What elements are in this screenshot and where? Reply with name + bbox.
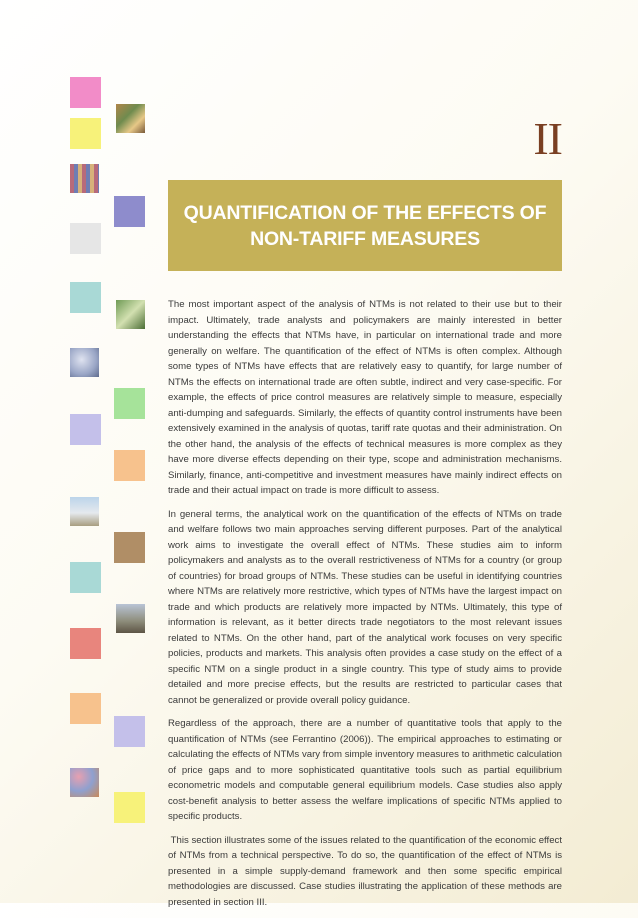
chapter-title-line-1: QUANTIFICATION OF THE EFFECTS OF xyxy=(183,201,547,224)
chapter-title-line-2: NON-TARIFF MEASURES xyxy=(250,227,480,250)
decor-square-yellow-2 xyxy=(114,792,145,823)
paragraph-3: Regardless of the approach, there are a number of quantitative tools that apply to the quantification of NTMs (see Ferrantino (2006)). The empirical approaches to estimating or calculating the effects of NTMs vary from simple inventory measures to arithmetic calculation of price gaps and to more sophisticated quantitative tools such as partial equilibrium econometric models and computable general equilibrium models. Case studies also apply cost-benefit analysis to better assess the welfare implications of specific NTMs applied to specific products. xyxy=(168,718,562,822)
chapter-number: II xyxy=(533,113,562,164)
decor-square-orange xyxy=(114,450,145,481)
decor-photo-food xyxy=(116,104,145,133)
decor-square-yellow xyxy=(70,118,101,149)
decor-square-lavender xyxy=(70,414,101,445)
chapter-title-box xyxy=(168,180,562,271)
decor-square-gray xyxy=(70,223,101,254)
body-text xyxy=(168,297,562,918)
decor-square-violet xyxy=(114,196,145,227)
decor-square-teal xyxy=(70,282,101,313)
decor-photo-sky xyxy=(70,497,99,526)
decor-photo-plant xyxy=(116,300,145,329)
decor-square-peach xyxy=(70,693,101,724)
decor-photo-town xyxy=(116,604,145,633)
decor-square-lavender-2 xyxy=(114,716,145,747)
paragraph-2: In general terms, the analytical work on the quantification of the effects of NTMs on trade and welfare follows two main approaches serving different purposes. Part of the analytical work aims to investigate the overall effect of NTMs. These studies aim to inform policymakers and analysts as to the overall restrictiveness of NTMs for a country (or group of countries) for broad groups of NTMs. These studies can be useful in identifying countries where NTMs are relatively more restrictive, which types of NTMs have the largest impact on trade and which products are relatively more impacted by NTMs. Ultimately, this type of information is relevant, as it better directs trade negotiators to the most relevant issues related to NTMs. On the other hand, part of the analytical work focuses on very specific policies, products and markets. This analysis often provides a case study on the effect of a specific NTM on a single product in a single country. This type of study aims to provide detailed and more precise effects, but the results are restricted to particular cases that cannot be generalized or provide overall policy guidance. xyxy=(168,508,562,706)
decor-square-teal-2 xyxy=(70,562,101,593)
decor-square-pink xyxy=(70,77,101,108)
paragraph-4: This section illustrates some of the issues related to the quantification of the economic effect of NTMs from a technical perspective. To do so, the quantification of the effect of NTMs is presented in a simple supply-demand framework and then some specific empirical methodologies are discussed. Case studies illustrating the application of these methods are presented in section III. xyxy=(168,834,562,908)
decor-photo-landscape xyxy=(70,348,99,377)
decor-photo-market xyxy=(70,768,99,797)
chapter-title xyxy=(184,200,547,252)
paragraph-1: The most important aspect of the analysis of NTMs is not related to their use but to their impact. Ultimately, trade analysts and policymakers are mainly interested in better understanding the effects that NTMs have, in particular on international trade and more generally on welfare. The quantification of the effect of NTMs is often complex. Although some types of NTMs have effects that are relatively easy to quantify, for large number of NTMs the effects on international trade are often subtle, indirect and very case-specific. For example, the effects of price control measures are relatively simple to measure, especially anti-dumping and safeguards. Similarly, the effects of quantity control instruments have been extensively examined in the analysis of quotas, tariff rate quotas and their administration. On the other hand, the analysis of the effects of technical measures is more complex as they have more diverse effects depending on their type, scope and administration mechanisms. Similarly, finance, anti-competitive and investment measures have mainly indirect effects on trade and their actual impact on trade is more difficult to assess. xyxy=(168,299,562,496)
decor-square-green xyxy=(114,388,145,419)
decor-square-red xyxy=(70,628,101,659)
decor-square-brown xyxy=(114,532,145,563)
decor-photo-textile xyxy=(70,164,99,193)
